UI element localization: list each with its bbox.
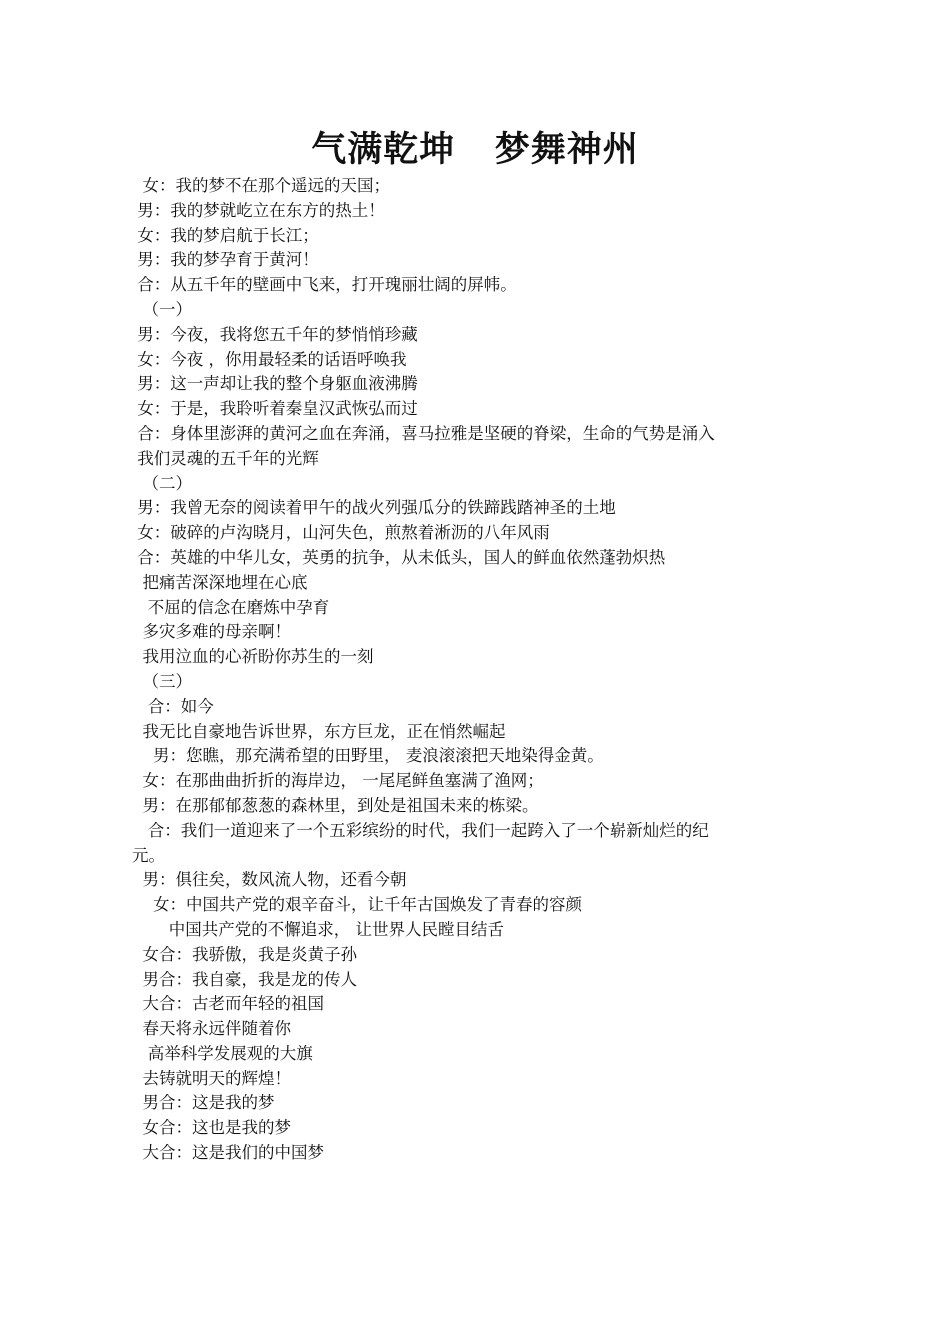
text-line: 大合：这是我们的中国梦: [132, 1143, 324, 1163]
text-line: 把痛苦深深地埋在心底: [132, 572, 308, 592]
text-line: 合：英雄的中华儿女，英勇的抗争，从未低头，国人的鲜血依然蓬勃炽热: [132, 547, 666, 567]
document-title: 气满乾坤 梦舞神州: [311, 130, 639, 170]
text-line: 不屈的信念在磨炼中孕育: [132, 597, 330, 617]
text-line: 女：我的梦不在那个遥远的天国；: [132, 176, 390, 195]
text-line: 女合：这也是我的梦: [132, 1118, 291, 1138]
text-line: 大合：古老而年轻的祖国: [132, 994, 324, 1014]
section-heading-3: （三）: [132, 671, 192, 691]
text-line: 女：中国共产党的艰辛奋斗，让千年古国焕发了青春的容颜: [132, 895, 582, 915]
text-line: 我无比自豪地告诉世界，东方巨龙，正在悄然崛起: [132, 721, 506, 741]
text-line: 我们灵魂的五千年的光辉: [132, 448, 319, 468]
text-line: 男：在那郁郁葱葱的森林里，到处是祖国未来的栋梁。: [132, 795, 539, 815]
text-line: 高举科学发展观的大旗: [132, 1043, 313, 1063]
document-body: [132, 174, 822, 1166]
text-line: 女：于是，我聆听着秦皇汉武恢弘而过: [132, 399, 418, 419]
text-line: 合：从五千年的壁画中飞来，打开瑰丽壮阔的屏帏。: [132, 275, 517, 295]
text-line: 多灾多难的母亲啊！: [132, 622, 291, 642]
text-line: 男：今夜，我将您五千年的梦悄悄珍藏: [132, 324, 418, 344]
text-line: 男：我的梦孕育于黄河！: [132, 250, 319, 270]
text-line: 合：身体里澎湃的黄河之血在奔涌，喜马拉雅是坚硬的脊梁，生命的气势是涌入: [132, 423, 715, 443]
text-line: 女：破碎的卢沟晓月，山河失色，煎熬着淅沥的八年风雨: [132, 523, 550, 543]
text-line: 男合：这是我的梦: [132, 1093, 275, 1113]
text-line: 女合：我骄傲，我是炎黄子孙: [132, 944, 357, 964]
text-line: 合：如今: [132, 696, 214, 716]
text-line: 男：俱往矣，数风流人物，还看今朝: [132, 870, 407, 890]
text-line: 男合：我自豪，我是龙的传人: [132, 969, 357, 989]
text-line: 中国共产党的不懈追求， 让世界人民瞠目结舌: [132, 919, 504, 939]
text-line: 男：我的梦就屹立在东方的热土！: [132, 200, 385, 220]
text-line: 我用泣血的心祈盼你苏生的一刻: [132, 647, 374, 667]
text-line: 元。: [132, 845, 165, 865]
text-line: 合：我们一道迎来了一个五彩缤纷的时代，我们一起跨入了一个崭新灿烂的纪: [132, 820, 709, 840]
text-line: 女：在那曲曲折折的海岸边， 一尾尾鲜鱼塞满了渔网；: [132, 771, 544, 791]
text-line: 男：我曾无奈的阅读着甲午的战火列强瓜分的铁蹄践踏神圣的土地: [132, 498, 616, 518]
text-line: 男：这一声却让我的整个身躯血液沸腾: [132, 374, 418, 394]
text-line: 男：您瞧，那充满希望的田野里， 麦浪滚滚把天地染得金黄。: [132, 746, 604, 766]
section-heading-1: （一）: [132, 299, 192, 319]
text-line: 女：我的梦启航于长江；: [132, 225, 319, 245]
text-line: 春天将永远伴随着你: [132, 1019, 291, 1039]
text-line: 女：今夜 ，你用最轻柔的话语呼唤我: [132, 349, 407, 369]
text-line: 去铸就明天的辉煌！: [132, 1068, 291, 1088]
section-heading-2: （二）: [132, 473, 192, 493]
